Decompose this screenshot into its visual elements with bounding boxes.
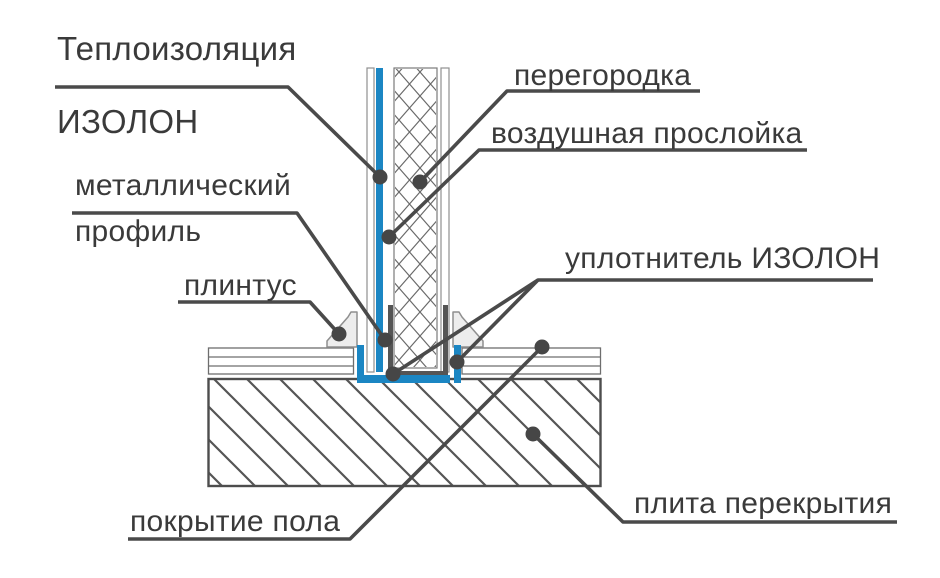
dot-sealant-right (450, 355, 465, 370)
floor-covering-left-shape (209, 348, 354, 374)
dot-skirting (332, 327, 347, 342)
dot-floor-covering (535, 340, 550, 355)
label-skirting: плинтус (184, 269, 297, 302)
label-thermal-insulation-line1: Теплоизоляция (57, 30, 297, 67)
label-thermal-insulation-line2: ИЗОЛОН (57, 103, 199, 140)
floor-covering-right-shape (462, 348, 601, 374)
leader-air-gap (389, 150, 807, 237)
dot-partition (413, 175, 428, 190)
label-metal-profile-line1: металлический (75, 169, 292, 202)
label-sealant: уплотнитель ИЗОЛОН (565, 242, 881, 275)
leader-skirting (178, 302, 339, 334)
label-metal-profile-line2: профиль (75, 215, 202, 248)
floor-slab-shape (209, 379, 601, 486)
label-partition: перегородка (514, 59, 692, 92)
dot-metal-profile (378, 333, 393, 348)
partition-wall-shape (394, 68, 437, 368)
dot-air-gap (382, 230, 397, 245)
label-floor-slab: плита перекрытия (634, 487, 893, 520)
wall-left-panel-shape (367, 68, 374, 372)
dot-floor-slab (526, 427, 541, 442)
label-floor-covering: покрытие пола (130, 505, 341, 538)
label-air-gap: воздушная прослойка (491, 117, 803, 150)
dot-thermal-insulation (373, 170, 388, 185)
dot-sealant-bottom (386, 367, 401, 382)
